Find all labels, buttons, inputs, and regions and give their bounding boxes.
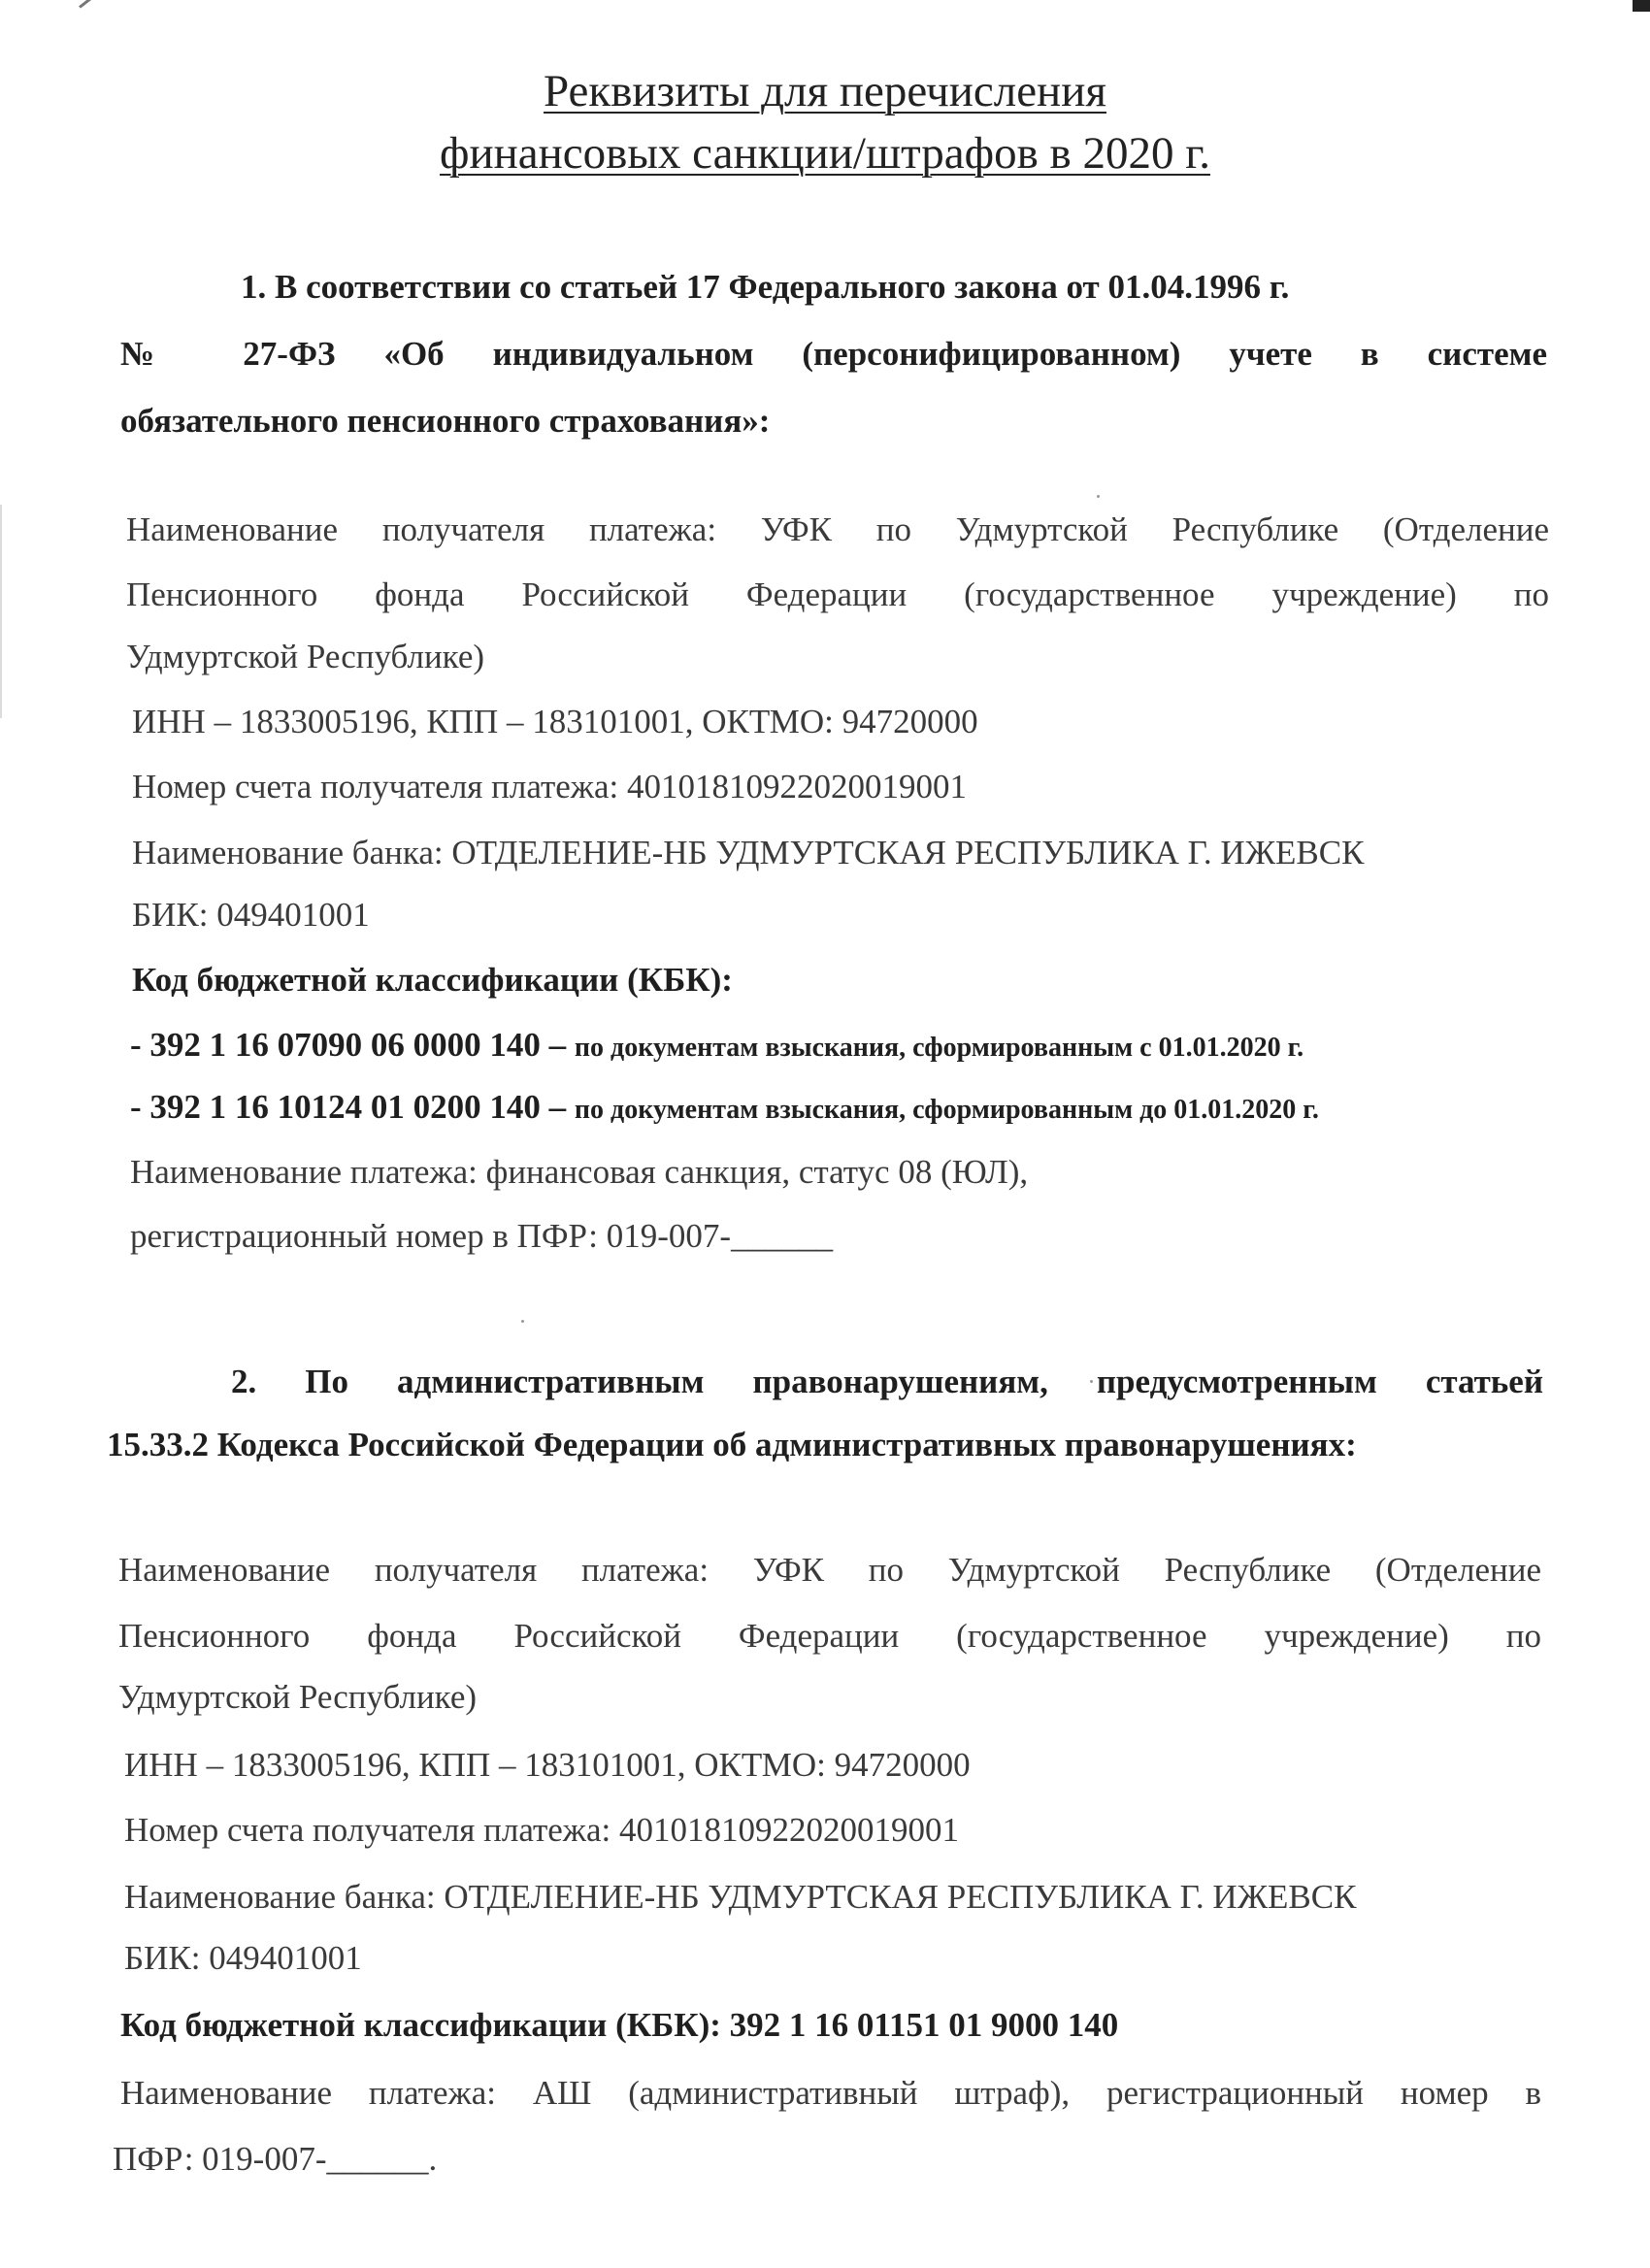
bik: БИК: 049401001 <box>132 896 370 934</box>
inn-kpp-oktmo: ИНН – 1833005196, КПП – 183101001, ОКТМО: 94720000 <box>132 703 978 740</box>
registration-number: регистрационный номер в ПФР: 019-007-______ <box>130 1217 834 1255</box>
recipient-text: Наименование получателя платежа: УФК по Удмуртской Республике (Отделение <box>126 510 1549 548</box>
section-2-heading: 2. По административным правонарушениям, предусмотренным статьей <box>231 1363 1543 1400</box>
registration-number: ПФР: 019-007-______. <box>113 2140 438 2178</box>
section-1-heading: обязательного пенсионного страхования»: <box>120 402 771 440</box>
bik: БИК: 049401001 <box>124 1939 362 1977</box>
scan-speck <box>1097 495 1100 498</box>
scan-artifact <box>79 0 96 9</box>
recipient-text: Пенсионного фонда Российской Федерации (государственное учреждение) по <box>126 575 1549 613</box>
kbk-heading: Код бюджетной классификации (КБК): <box>132 961 733 999</box>
scan-artifact <box>1633 0 1650 12</box>
bank-name: Наименование банка: ОТДЕЛЕНИЕ-НБ УДМУРТСКАЯ РЕСПУБЛИКА Г. ИЖЕВСК <box>124 1878 1357 1916</box>
document-title: Реквизиты для перечисления <box>544 66 1106 116</box>
kbk-item <box>130 1086 1319 1132</box>
kbk-code: - 392 1 16 07090 06 0000 140 – <box>130 1026 575 1064</box>
document-title-line-2: финансовых санкции/штрафов в 2020 г. <box>440 128 1210 179</box>
kbk-note: по документам взыскания, сформированным до 01.01.2020 г. <box>574 1095 1319 1125</box>
kbk-code: - 392 1 16 10124 01 0200 140 – <box>130 1088 575 1126</box>
section-2-heading: 15.33.2 Кодекса Российской Федерации об административных правонарушениях: <box>107 1426 1357 1463</box>
scan-artifact <box>0 505 2 718</box>
payment-name: Наименование платежа: АШ (административный штраф), регистрационный номер в <box>120 2074 1541 2112</box>
payment-name: Наименование платежа: финансовая санкция, статус 08 (ЮЛ), <box>130 1153 1029 1191</box>
kbk-note: по документам взыскания, сформированным с 01.01.2020 г. <box>574 1033 1304 1063</box>
recipient-text: Наименование получателя платежа: УФК по Удмуртской Республике (Отделение <box>118 1551 1541 1589</box>
recipient-text: Удмуртской Республике) <box>126 638 485 675</box>
account-number: Номер счета получателя платежа: 40101810922020019001 <box>132 768 967 805</box>
section-1-heading: № 27-ФЗ «Об индивидуальном (персонифицированном) учете в системе <box>120 335 1547 373</box>
section-1-heading: 1. В соответствии со статьей 17 Федерального закона от 01.04.1996 г. <box>241 268 1290 306</box>
account-number: Номер счета получателя платежа: 40101810922020019001 <box>124 1811 959 1849</box>
scan-speck <box>521 1320 524 1323</box>
kbk-item <box>130 1024 1304 1069</box>
recipient-text: Пенсионного фонда Российской Федерации (государственное учреждение) по <box>118 1617 1541 1655</box>
kbk-line: Код бюджетной классификации (КБК): 392 1 16 01151 01 9000 140 <box>120 2006 1119 2044</box>
recipient-text: Удмуртской Республике) <box>118 1678 478 1716</box>
inn-kpp-oktmo: ИНН – 1833005196, КПП – 183101001, ОКТМО: 94720000 <box>124 1746 971 1784</box>
bank-name: Наименование банка: ОТДЕЛЕНИЕ-НБ УДМУРТСКАЯ РЕСПУБЛИКА Г. ИЖЕВСК <box>132 834 1365 871</box>
